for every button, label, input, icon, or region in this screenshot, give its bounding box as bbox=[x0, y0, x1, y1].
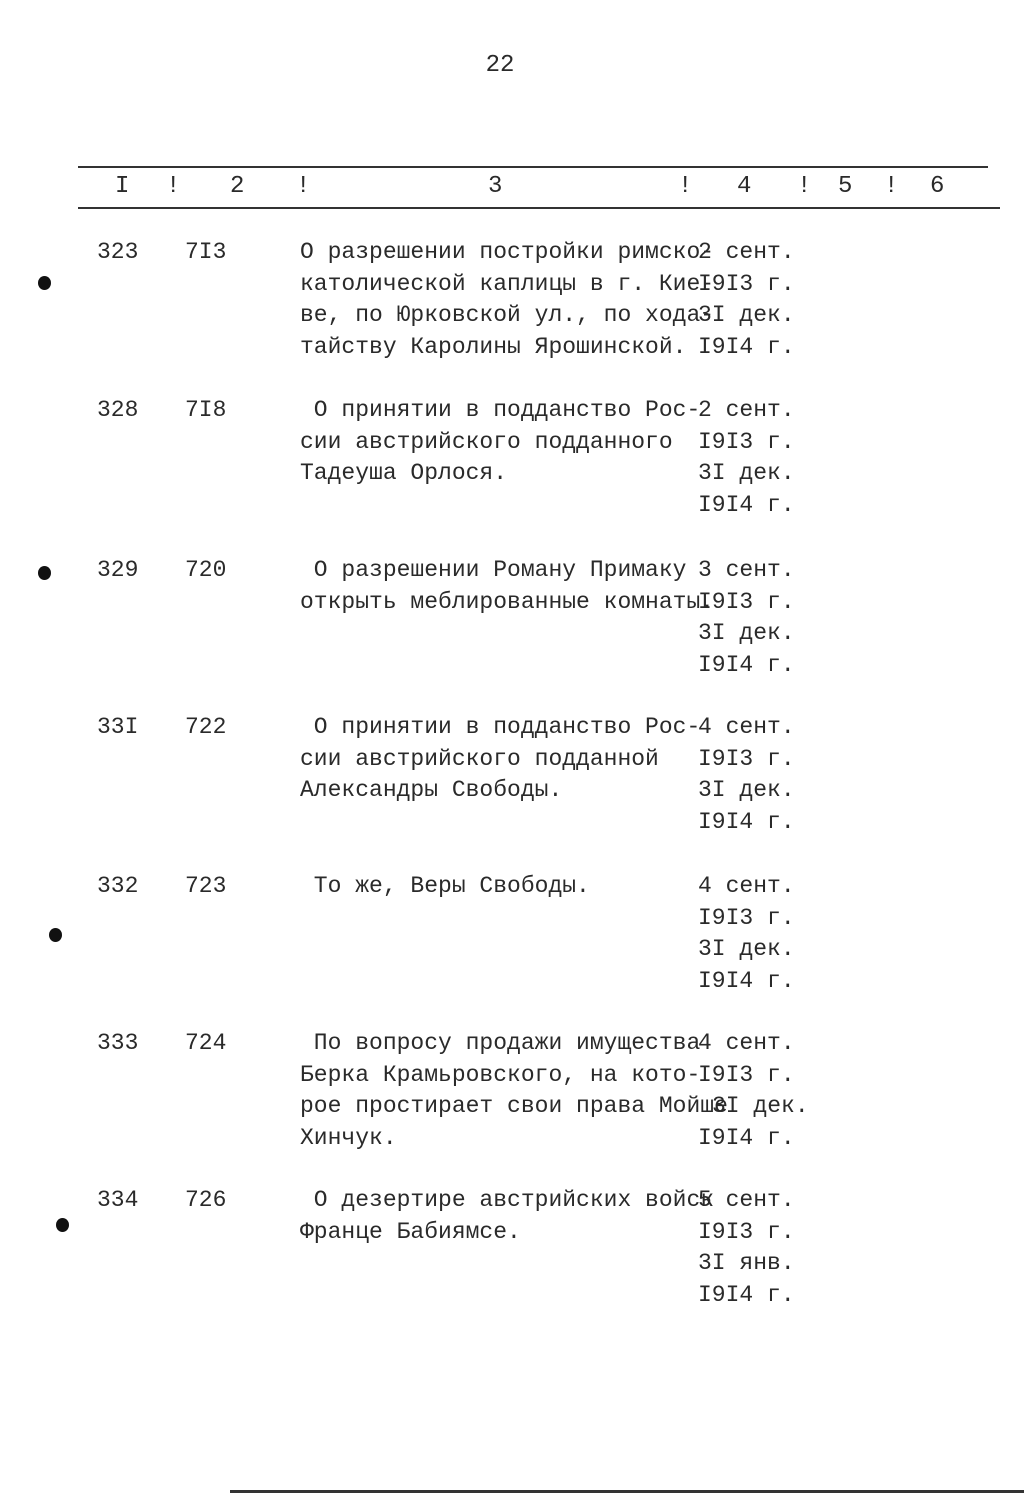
date-line: I9I3 г. bbox=[698, 588, 795, 615]
date-line: I9I4 г. bbox=[698, 1281, 795, 1308]
row-number: 328 bbox=[97, 397, 139, 423]
description-line: То же, Веры Свободы. bbox=[300, 873, 590, 899]
description-line: О разрешении постройки римско- bbox=[300, 239, 715, 265]
description-line: Тадеуша Орлося. bbox=[300, 460, 508, 487]
date-line: I9I3 г. bbox=[698, 270, 795, 297]
description-line: О принятии в подданство Рос- bbox=[300, 714, 701, 740]
table-header-bottom-rule bbox=[78, 207, 1000, 209]
header-col-2: 2 bbox=[230, 173, 245, 200]
header-col-3: 3 bbox=[488, 173, 503, 200]
description-line: Александры Свободы. bbox=[300, 777, 563, 804]
description-line: По вопросу продажи имущества bbox=[300, 1030, 701, 1056]
punch-hole-mark bbox=[49, 928, 62, 942]
date-line: I9I4 г. bbox=[698, 651, 795, 678]
header-separator: ! bbox=[884, 173, 899, 200]
date-line: I9I4 г. bbox=[698, 967, 795, 994]
description-line: сии австрийского подданного bbox=[300, 428, 673, 455]
file-number: 722 bbox=[185, 714, 227, 740]
description-line: Франце Бабиямсе. bbox=[300, 1218, 521, 1245]
date-line: 3I дек. bbox=[698, 302, 795, 329]
punch-hole-mark bbox=[38, 276, 51, 290]
description-line: О принятии в подданство Рос- bbox=[300, 397, 701, 423]
date-line: 5 сент. bbox=[698, 1187, 795, 1213]
page-number: 22 bbox=[485, 52, 515, 79]
date-line: 3 сент. bbox=[698, 557, 795, 583]
punch-hole-mark bbox=[38, 566, 51, 580]
date-line: 2 сент. bbox=[698, 239, 795, 265]
file-number: 724 bbox=[185, 1030, 227, 1056]
date-line: 3I дек. bbox=[698, 460, 795, 487]
date-line: I9I4 г. bbox=[698, 1124, 795, 1151]
header-separator: ! bbox=[166, 173, 181, 200]
row-number: 334 bbox=[97, 1187, 139, 1213]
row-number: 333 bbox=[97, 1030, 139, 1056]
header-col-1: I bbox=[115, 173, 130, 200]
description-line: католической каплицы в г. Кие- bbox=[300, 270, 715, 297]
description-line: О разрешении Роману Примаку bbox=[300, 557, 687, 583]
date-line: I9I3 г. bbox=[698, 904, 795, 931]
date-line: 4 сент. bbox=[698, 873, 795, 899]
date-line: 4 сент. bbox=[698, 714, 795, 740]
row-number: 33I bbox=[97, 714, 139, 740]
header-col-4: 4 bbox=[737, 173, 752, 200]
date-line: 3I дек. bbox=[698, 777, 795, 804]
punch-hole-mark bbox=[56, 1218, 69, 1232]
date-line: I9I3 г. bbox=[698, 1061, 795, 1088]
date-line: 3I дек. bbox=[698, 620, 795, 647]
description-line: О дезертире австрийских войск bbox=[300, 1187, 715, 1213]
description-line: Берка Крамьровского, на кото- bbox=[300, 1061, 701, 1088]
date-line: 3I дек. bbox=[698, 936, 795, 963]
file-number: 7I8 bbox=[185, 397, 227, 423]
description-line: ве, по Юрковской ул., по хода- bbox=[300, 302, 715, 329]
date-line: 3I янв. bbox=[698, 1250, 795, 1277]
date-line: I9I4 г. bbox=[698, 491, 795, 518]
header-separator: ! bbox=[678, 173, 693, 200]
file-number: 720 bbox=[185, 557, 227, 583]
file-number: 726 bbox=[185, 1187, 227, 1213]
page-bottom-rule bbox=[230, 1490, 1024, 1493]
row-number: 329 bbox=[97, 557, 139, 583]
date-line: I9I4 г. bbox=[698, 808, 795, 835]
header-separator: ! bbox=[797, 173, 812, 200]
date-line: 2 сент. bbox=[698, 397, 795, 423]
header-col-5: 5 bbox=[838, 173, 853, 200]
date-line: 4 сент. bbox=[698, 1030, 795, 1056]
date-line: I9I4 г. bbox=[698, 333, 795, 360]
description-line: Хинчук. bbox=[300, 1124, 397, 1151]
file-number: 7I3 bbox=[185, 239, 227, 265]
description-line: сии австрийского подданной bbox=[300, 745, 659, 772]
date-line: I9I3 г. bbox=[698, 428, 795, 455]
row-number: 323 bbox=[97, 239, 139, 265]
date-line: 3I дек. bbox=[712, 1093, 809, 1120]
header-separator: ! bbox=[296, 173, 311, 200]
header-col-6: 6 bbox=[930, 173, 945, 200]
description-line: открыть меблированные комнаты. bbox=[300, 588, 715, 615]
file-number: 723 bbox=[185, 873, 227, 899]
date-line: I9I3 г. bbox=[698, 1218, 795, 1245]
description-line: рое простирает свои права Мойше bbox=[300, 1093, 728, 1120]
table-top-rule bbox=[78, 166, 988, 168]
row-number: 332 bbox=[97, 873, 139, 899]
description-line: тайству Каролины Ярошинской. bbox=[300, 333, 687, 360]
date-line: I9I3 г. bbox=[698, 745, 795, 772]
